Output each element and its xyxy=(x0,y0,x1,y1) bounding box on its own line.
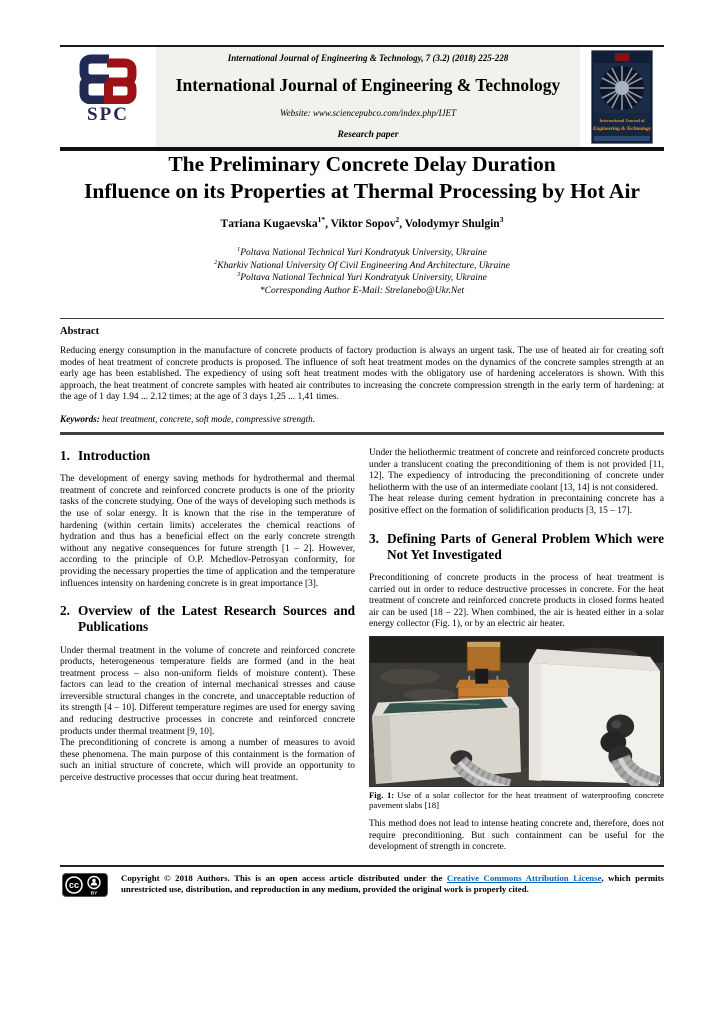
affiliations xyxy=(60,247,664,297)
paper-type-label: Research paper xyxy=(337,130,399,140)
journal-cover xyxy=(580,47,664,147)
authors-line xyxy=(60,215,664,230)
affiliation-1-mark: 1 xyxy=(237,246,241,253)
section-1-number: 1. xyxy=(60,447,70,463)
keywords-separator: : xyxy=(96,413,103,424)
section-3-title: Defining Parts of General Problem Which were Not Yet Investigated xyxy=(387,530,664,562)
author-separator: , xyxy=(325,218,331,230)
article-body-columns xyxy=(60,448,664,854)
creative-commons-license-link[interactable]: Creative Commons Attribution License xyxy=(446,872,602,883)
author-2: Viktor Sopov xyxy=(330,218,396,230)
affiliation-3-mark: 3 xyxy=(237,271,241,278)
journal-citation: International Journal of Engineering & Technology, 7 (3.2) (2018) 225-228 xyxy=(227,53,509,63)
by-glyph: BY xyxy=(90,891,98,897)
cc-glyph: cc xyxy=(68,879,80,890)
section-3-number: 3. xyxy=(369,530,379,546)
article-title-line1: The Preliminary Concrete Delay Duration xyxy=(168,152,556,176)
journal-website: Website: www.sciencepubco.com/index.php/IJET xyxy=(280,108,456,118)
cc-by-license-icon[interactable] xyxy=(62,873,108,897)
affiliation-1 xyxy=(60,247,664,260)
author-1: Tатiana Kugaevska xyxy=(220,218,318,230)
author-separator: , xyxy=(399,218,405,230)
affiliation-3 xyxy=(60,272,664,285)
solar-collector xyxy=(372,696,521,783)
affiliation-2-mark: 2 xyxy=(214,259,218,266)
footer xyxy=(60,865,664,897)
right-column xyxy=(369,448,664,854)
section-1-heading xyxy=(60,448,355,464)
journal-header xyxy=(60,45,664,151)
figure-1 xyxy=(369,636,664,787)
figure-1-caption-text: Use of a solar collector for the heat treatment of waterproofing concrete pavement slabs [18] xyxy=(369,789,664,811)
copyright-text-before: Copyright © 2018 Authors. This is an open access article distributed under the xyxy=(121,872,447,883)
author-2-affiliation-mark: 2 xyxy=(395,215,400,225)
author-1-affiliation-mark: 1* xyxy=(317,215,326,225)
figure-1-caption-label: Fig. 1: xyxy=(369,789,395,800)
copyright-text-after: , which permits unrestricted use, distribution, and reproduction in any medium, provided the original work is properly cited. xyxy=(121,872,664,894)
figure-1-photo xyxy=(370,637,663,786)
journal-title: International Journal of Engineering & Technology xyxy=(175,75,561,95)
spc-logo-text: SPC xyxy=(87,104,129,125)
publisher-logo xyxy=(60,47,156,147)
overview-paragraph-3: Under the heliothermic treatment of concrete and reinforced concrete products under a translucent coating the preconditioning of them is not provided [11, 12]. The expediency of introducing the preconditioning of concrete under heliotherm with the use of an intermediate coolant [13, 14] is not considered. xyxy=(369,447,664,493)
abstract-text: Reducing energy consumption in the manufacture of concrete products of factory production is always an urgent task. The use of heated air for creating soft modes of heat treatment of concrete products is proposed. The influence of soft heat treatment modes on the dynamics of the concrete samples strength at an early age has been established. The expediency of using soft heat treatment modes with the obligatory use of hardening accelerators is shown. With this approach, the heat treatment of concrete samples with heated air contributes to increasing the concrete compression strength in the early term of hardening: at the age of 1 day 1.94 ... 2.12 times; at the age of 3 days 1,25 ... 1,41 times. xyxy=(60,346,664,403)
section-1-title: Introduction xyxy=(78,447,151,463)
article-title xyxy=(60,151,664,205)
introduction-paragraph: The development of energy saving methods for hydrothermal and thermal treatment of concrete and reinforced concrete products is one of the priority tasks of the concrete studying. One of the ways of developing such methods is the use of solar energy. It is known that the rise in the temperature of hardening (within certain limits) accelerates the chemical reactions of hydration and thus has a beneficial effect on the early concrete strength without any negative consequences for future strength [1 – 2]. However, according to the principle of O.P. Mchedlov-Petrosyan conformity, for providing the necessary properties the time of application and the temperature influences intensity on hardening concrete is in great importance [3]. xyxy=(60,474,355,589)
overview-paragraph-4: The heat release during cement hydration in precontaining concrete has a positive effect on the formation of solidification products [3, 15 – 17]. xyxy=(369,494,664,516)
section-2-heading xyxy=(60,603,355,635)
spc-logo-icon xyxy=(76,52,140,104)
affiliation-1-text: Poltava National Technical Yuri Kondratyuk University, Ukraine xyxy=(240,248,487,258)
keywords-text: heat treatment, concrete, soft mode, compressive strength. xyxy=(102,413,316,424)
keywords-line xyxy=(60,414,664,424)
affiliation-2 xyxy=(60,260,664,273)
affiliation-2-text: Kharkiv National University Of Civil Engineering And Architecture, Ukraine xyxy=(217,260,510,271)
abstract-heading: Abstract xyxy=(60,326,100,337)
overview-paragraph-2: The preconditioning of concrete is among a number of measures to avoid these phenomena. The main purpose of this containment is the formation of such an initial structure of concrete, which will provide an opportunity to perceive destructive processes that occur during heat treatment. xyxy=(60,738,355,784)
abstract-top-rule xyxy=(60,318,664,319)
closing-paragraph: This method does not lead to intense heating concrete and, therefore, does not require preconditioning. But such containment can be useful for the development of strength in concrete. xyxy=(369,819,664,853)
author-3-affiliation-mark: 3 xyxy=(499,215,504,225)
affiliation-3-text: Poltava National Technical Yuri Kondratyuk University, Ukraine xyxy=(240,273,487,283)
keywords-label: Keywords xyxy=(60,413,97,424)
cover-subtitle-text: International Journal of xyxy=(599,118,645,123)
section-2-title: Overview of the Latest Research Sources and Publications xyxy=(78,603,355,635)
keywords-bottom-rule xyxy=(60,432,664,435)
left-column xyxy=(60,448,355,785)
overview-paragraph-1: Under thermal treatment in the volume of concrete and reinforced concrete products, heterogeneous temperature fields are formed (and in the heat treatment process – also non-uniform fields of moisture content). These factors can lead to the creation of internal mechanical stresses and cause irreversible structural changes in the concrete, and unacceptable reduction of its strength [4 – 10]. Different temperature regimes are used for energy saving and reducing destructive processes in concrete and reinforced concrete products under thermal treatment [9, 10]. xyxy=(60,645,355,737)
figure-1-caption xyxy=(369,790,664,811)
heat-chamber-box xyxy=(529,649,660,784)
page-content xyxy=(60,45,664,897)
corresponding-author-text: *Corresponding Author E-Mail: Strelanebo@Ukr.Net xyxy=(259,285,465,296)
header-center xyxy=(156,47,580,147)
journal-cover-image xyxy=(591,50,653,144)
article-title-line2: Influence on its Properties at Thermal Processing by Hot Air xyxy=(84,179,640,203)
section-2-number: 2. xyxy=(60,603,70,619)
author-3: Volodymyr Shulgin xyxy=(404,218,500,230)
corresponding-author xyxy=(60,285,664,298)
section-3-paragraph: Preconditioning of concrete products in the process of heat treatment is carried out in order to reduce destructive processes in concrete. For the heat treatment of concrete and reinforced concrete products in closed forms heated air can be used [18 – 22]. When combined, the air is heated either in a solar energy collector (Fig. 1), or by an electric air heater. xyxy=(369,572,664,630)
section-3-heading xyxy=(369,531,664,563)
cover-title-text: Engineering & Technology xyxy=(592,126,652,132)
copyright-text xyxy=(121,873,664,895)
